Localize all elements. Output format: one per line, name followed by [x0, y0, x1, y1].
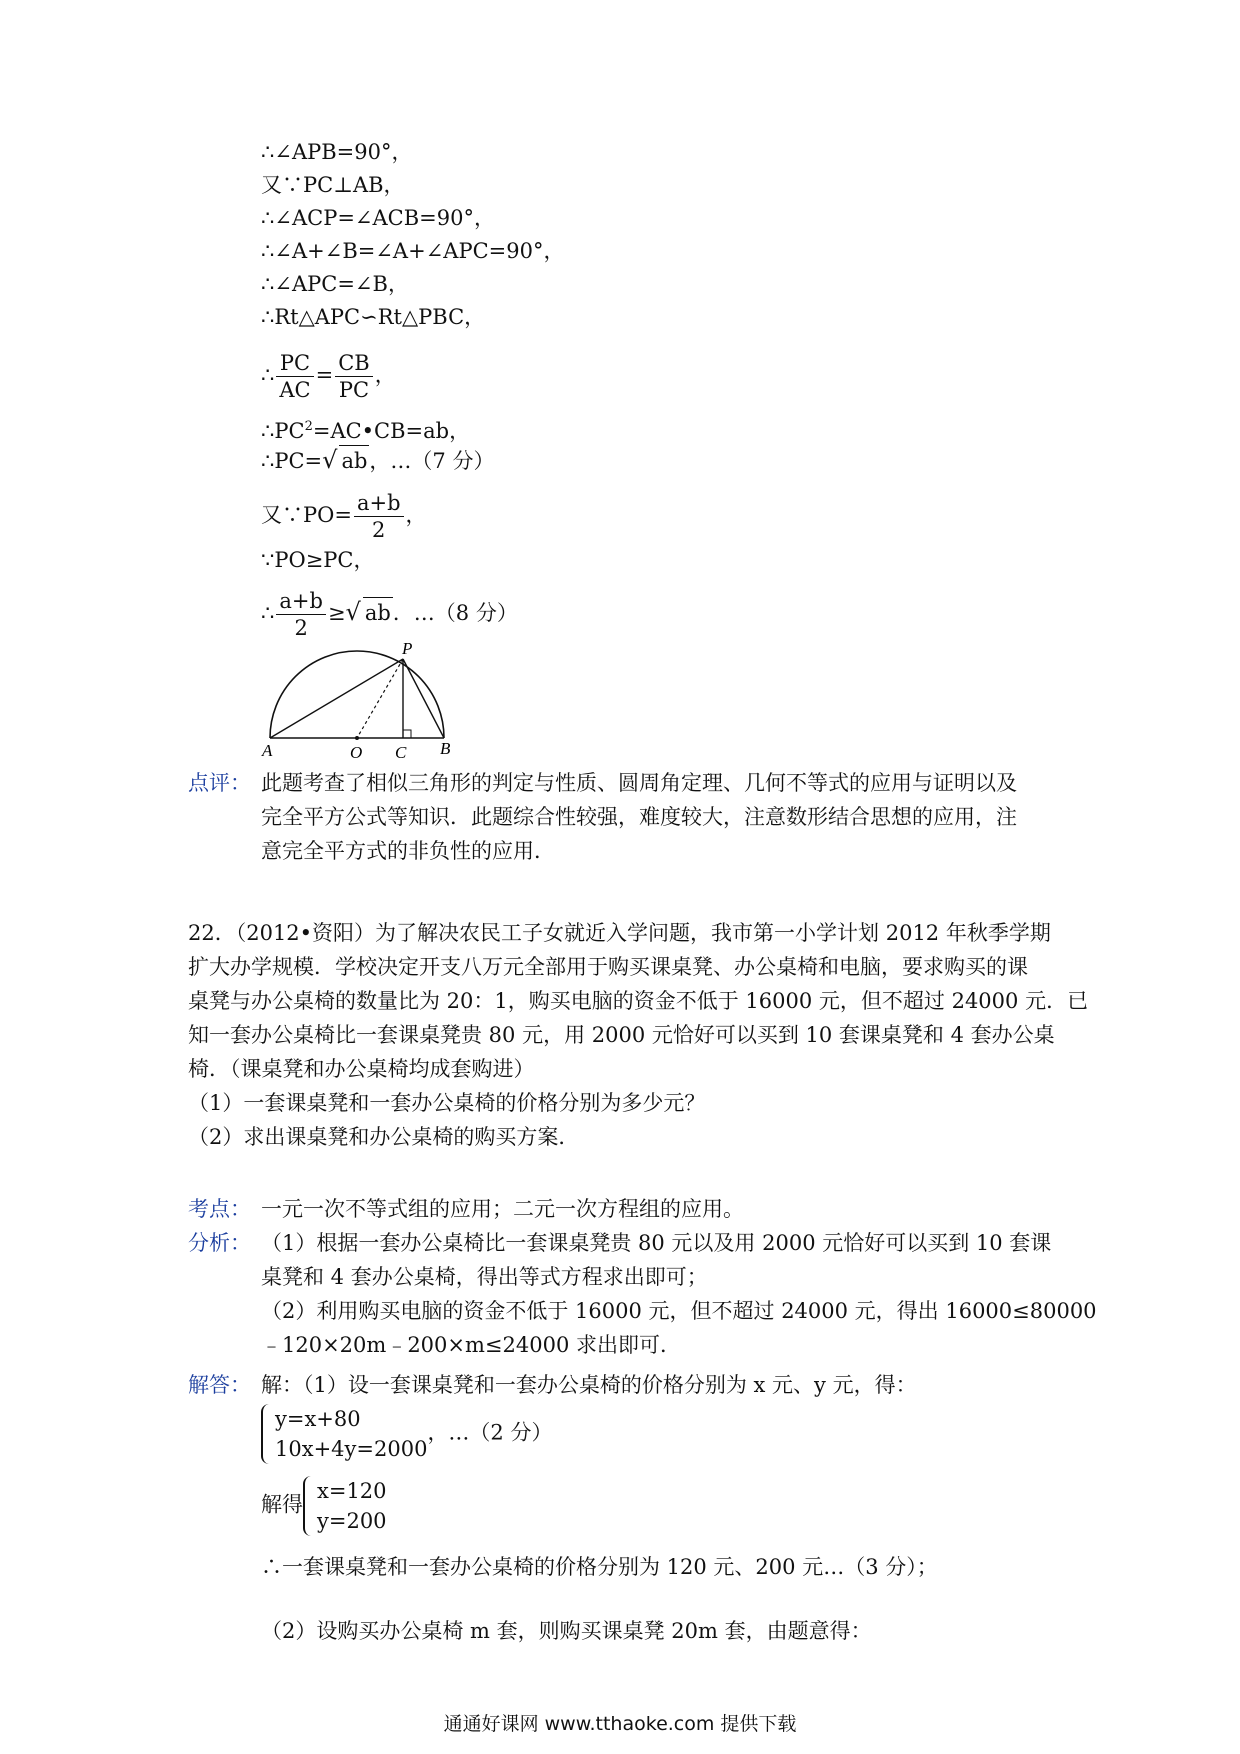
right-angle-mark [403, 730, 411, 738]
equation: 10x+4y=2000 [275, 1437, 428, 1461]
problem-line: 知一套办公桌椅比一套课桌凳贵 80 元，用 2000 元恰好可以买到 10 套课桌凳和 4 套办公桌 [188, 1023, 1055, 1047]
expr: 又∵PO= [261, 503, 352, 527]
semicircle-arc [270, 651, 444, 738]
label-o: O [350, 743, 363, 760]
expr: =AC•CB=ab， [312, 419, 471, 443]
fenxi-line: ﹣120×20m﹣200×m≤24000 求出即可． [261, 1333, 681, 1357]
numerator: PC [276, 350, 313, 377]
denominator: AC [279, 378, 311, 402]
conclusion-line [261, 588, 518, 641]
comment-line: 意完全平方式的非负性的应用． [261, 839, 555, 863]
equation-system [261, 1404, 552, 1464]
pc-squared-line [261, 412, 470, 446]
proof-line: ∴∠APB=90°， [261, 140, 413, 164]
jieda-label: 解答： [188, 1373, 251, 1397]
equation: y=x+80 [275, 1407, 361, 1431]
system-brace-group [261, 1404, 427, 1464]
chord-ap [270, 659, 403, 738]
jieda-intro: 解：（1）设一套课桌凳和一套办公桌椅的价格分别为 x 元、y 元，得： [261, 1373, 917, 1397]
jieda-result: ∴一套课桌凳和一套办公桌椅的价格分别为 120 元、200 元…（3 分）； [261, 1555, 938, 1579]
comment-line: 此题考查了相似三角形的判定与性质、圆周角定理、几何不等式的应用与证明以及 [261, 771, 1017, 795]
ratio-equation [261, 350, 396, 403]
footer-source: 通通好课网 www.tthaoke.com 提供下载 [443, 1713, 797, 1735]
denominator: 2 [294, 616, 308, 640]
numerator: CB [335, 350, 373, 377]
problem-line: 桌凳与办公桌椅的数量比为 20：1，购买电脑的资金不低于 16000 元，但不超过 24000 元．已 [188, 989, 1089, 1013]
expr: ∴PC [261, 419, 305, 443]
proof-line: ∴∠APC=∠B， [261, 272, 409, 296]
problem-line: 22．（2012•资阳）为了解决农民工子女就近入学问题，我市第一小学计划 2012 年秋季学期 [188, 921, 1051, 945]
equation: x=120 [317, 1479, 387, 1503]
therefore-symbol: ∴ [261, 601, 275, 625]
score-note: ，…（2 分） [427, 1420, 553, 1445]
punctuation: ， [405, 503, 427, 527]
problem-line: （1）一套课桌凳和一套办公桌椅的价格分别为多少元？ [188, 1091, 706, 1115]
brace-icon [303, 1476, 315, 1536]
label-c: C [395, 743, 407, 760]
semicircle-figure [260, 640, 460, 760]
numerator: a+b [354, 490, 404, 517]
label-b: B [440, 739, 451, 758]
kaodian-label: 考点： [188, 1197, 251, 1221]
jieda-part2: （2）设购买办公桌椅 m 套，则购买课桌凳 20m 套，由题意得： [261, 1619, 872, 1643]
equation: y=200 [317, 1509, 387, 1533]
proof-line: ∵PO≥PC， [261, 548, 375, 572]
fenxi-line: 桌凳和 4 套办公桌椅，得出等式方程求出即可； [261, 1265, 708, 1289]
proof-line: ∴Rt△APC∽Rt△PBC， [261, 305, 486, 329]
punctuation: ， [374, 363, 396, 387]
problem-line: 椅．（课桌凳和办公桌椅均成套购进） [188, 1057, 535, 1081]
chord-pb [403, 659, 444, 738]
fenxi-line: （2）利用购买电脑的资金不低于 16000 元，但不超过 24000 元，得出 16000≤80000 [261, 1299, 1097, 1323]
exponent: 2 [304, 419, 313, 434]
kaodian-text: 一元一次不等式组的应用；二元一次方程组的应用。 [261, 1197, 744, 1221]
brace-icon [261, 1404, 273, 1464]
label-p: P [402, 640, 413, 658]
pc-sqrt-line [261, 445, 494, 476]
fraction [276, 588, 326, 641]
proof-line: ∴∠A+∠B=∠A+∠APC=90°， [261, 239, 565, 263]
label-a: A [262, 741, 273, 760]
sqrt-icon: √ [345, 598, 361, 626]
score-note: ，…（7 分） [369, 449, 495, 473]
radicand: ab [339, 445, 369, 476]
segment-po-dashed [357, 659, 403, 738]
denominator: PC [338, 378, 370, 402]
denominator: 2 [372, 518, 386, 542]
radicand: ab [363, 597, 393, 628]
fenxi-line: （1）根据一套办公桌椅比一套课桌凳贵 80 元以及用 2000 元恰好可以买到 10 套课 [261, 1231, 1052, 1255]
therefore-symbol: ∴ [261, 363, 275, 387]
proof-line: 又∵PC⊥AB， [261, 173, 405, 197]
problem-line: 扩大办学规模．学校决定开支八万元全部用于购买课桌凳、办公桌椅和电脑，要求购买的课 [188, 955, 1028, 979]
comment-label: 点评： [188, 771, 251, 795]
equals: = [315, 363, 334, 387]
fraction [335, 350, 373, 403]
po-line [261, 490, 427, 543]
fraction [354, 490, 404, 543]
numerator: a+b [276, 588, 326, 615]
proof-line: ∴∠ACP=∠ACB=90°， [261, 206, 495, 230]
sqrt-icon: √ [322, 446, 338, 474]
fraction [276, 350, 313, 403]
score-note: ．…（8 分） [392, 601, 518, 625]
fenxi-label: 分析： [188, 1231, 251, 1255]
problem-line: （2）求出课桌凳和办公桌椅的购买方案． [188, 1125, 580, 1149]
comment-line: 完全平方公式等知识．此题综合性较强，难度较大，注意数形结合思想的应用，注 [261, 805, 1017, 829]
solution-system [261, 1476, 387, 1536]
expr: ∴PC= [261, 449, 323, 473]
solve-prefix: 解得 [261, 1492, 303, 1517]
system-brace-group [303, 1476, 387, 1536]
center-point [355, 736, 359, 740]
relation: ≥ [327, 601, 346, 625]
